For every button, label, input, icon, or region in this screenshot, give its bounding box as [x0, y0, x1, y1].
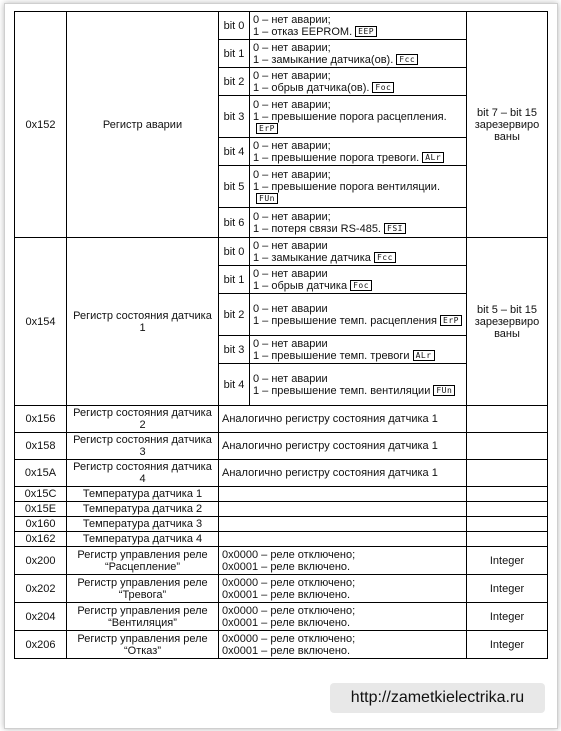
bit-description: 0 – нет аварии; 1 – превышение порога тревоги. ALr: [250, 138, 467, 166]
alarm-code: FSI: [384, 223, 406, 234]
register-name-cell: Температура датчика 3: [67, 517, 219, 532]
alarm-code: ALr: [413, 350, 435, 361]
empty-cell: [467, 406, 548, 433]
watermark-url: http://zametkielectrika.ru: [330, 683, 545, 713]
description-cell: Аналогично регистру состояния датчика 1: [219, 433, 467, 460]
address-cell: 0x200: [15, 547, 67, 575]
bit-cell: bit 0: [219, 238, 250, 266]
address-cell: 0x204: [15, 603, 67, 631]
type-cell: Integer: [467, 575, 548, 603]
register-name-cell: Температура датчика 4: [67, 532, 219, 547]
address-cell: 0x15A: [15, 460, 67, 487]
bit-cell: bit 5: [219, 166, 250, 208]
bit-description: 0 – нет аварии; 1 – превышение порога расцепления.ErP: [250, 96, 467, 138]
bit-description: 0 – нет аварии 1 – замыкание датчика Fcc: [250, 238, 467, 266]
bit-cell: bit 0: [219, 12, 250, 40]
bit-description: 0 – нет аварии 1 – превышение темп. расцепления ErP: [250, 294, 467, 336]
alarm-code: Foc: [350, 280, 372, 291]
bit-description: 0 – нет аварии; 1 – обрыв датчика(ов). Foc: [250, 68, 467, 96]
reserved-bits-cell: bit 7 – bit 15 зарезервиро ваны: [467, 12, 548, 238]
empty-cell: [467, 460, 548, 487]
empty-cell: [219, 502, 467, 517]
address-cell: 0x156: [15, 406, 67, 433]
register-name-cell: Температура датчика 2: [67, 502, 219, 517]
alarm-code: Fcc: [374, 252, 396, 263]
empty-cell: [219, 487, 467, 502]
alarm-code: EEP: [355, 26, 377, 37]
address-cell: 0x206: [15, 631, 67, 659]
bit-description: 0 – нет аварии; 1 – отказ EEPROM. EEP: [250, 12, 467, 40]
bit-cell: bit 1: [219, 266, 250, 294]
address-cell: 0x158: [15, 433, 67, 460]
address-cell: 0x15E: [15, 502, 67, 517]
description-cell: Аналогично регистру состояния датчика 1: [219, 406, 467, 433]
empty-cell: [467, 517, 548, 532]
register-name-cell: Регистр управления реле “Вентиляция”: [67, 603, 219, 631]
empty-cell: [467, 433, 548, 460]
empty-cell: [467, 502, 548, 517]
alarm-code: Fcc: [396, 54, 418, 65]
bit-cell: bit 2: [219, 68, 250, 96]
alarm-code: FUn: [433, 385, 455, 396]
address-cell: 0x160: [15, 517, 67, 532]
empty-cell: [219, 517, 467, 532]
type-cell: Integer: [467, 603, 548, 631]
register-name-cell: Регистр управления реле “Отказ”: [67, 631, 219, 659]
value-description: 0x0000 – реле отключено; 0x0001 – реле включено.: [219, 547, 467, 575]
bit-cell: bit 3: [219, 336, 250, 364]
reserved-bits-cell: bit 5 – bit 15 зарезервиро ваны: [467, 238, 548, 406]
bit-description: 0 – нет аварии 1 – превышение темп. тревоги ALr: [250, 336, 467, 364]
description-cell: Аналогично регистру состояния датчика 1: [219, 460, 467, 487]
bit-cell: bit 3: [219, 96, 250, 138]
address-cell: 0x15C: [15, 487, 67, 502]
alarm-code: FUn: [256, 193, 278, 204]
bit-cell: bit 4: [219, 364, 250, 406]
type-cell: Integer: [467, 631, 548, 659]
register-name-cell: Температура датчика 1: [67, 487, 219, 502]
bit-cell: bit 2: [219, 294, 250, 336]
register-name-cell: Регистр состояния датчика 1: [67, 238, 219, 406]
bit-description: 0 – нет аварии; 1 – замыкание датчика(ов). Fcc: [250, 40, 467, 68]
value-description: 0x0000 – реле отключено; 0x0001 – реле включено.: [219, 575, 467, 603]
type-cell: Integer: [467, 547, 548, 575]
address-cell: 0x202: [15, 575, 67, 603]
register-name-cell: Регистр состояния датчика 3: [67, 433, 219, 460]
bit-description: 0 – нет аварии 1 – превышение темп. вентиляции FUn: [250, 364, 467, 406]
value-description: 0x0000 – реле отключено; 0x0001 – реле включено.: [219, 631, 467, 659]
empty-cell: [467, 487, 548, 502]
address-cell: 0x162: [15, 532, 67, 547]
value-description: 0x0000 – реле отключено; 0x0001 – реле включено.: [219, 603, 467, 631]
register-name-cell: Регистр аварии: [67, 12, 219, 238]
alarm-code: ErP: [256, 123, 278, 134]
register-name-cell: Регистр управления реле “Расцепление”: [67, 547, 219, 575]
bit-cell: bit 6: [219, 208, 250, 238]
register-name-cell: Регистр состояния датчика 2: [67, 406, 219, 433]
empty-cell: [219, 532, 467, 547]
register-table: [14, 11, 548, 659]
alarm-code: Foc: [372, 82, 394, 93]
address-cell: 0x152: [15, 12, 67, 238]
address-cell: 0x154: [15, 238, 67, 406]
bit-description: 0 – нет аварии; 1 – превышение порога вентиляции.FUn: [250, 166, 467, 208]
bit-cell: bit 1: [219, 40, 250, 68]
register-name-cell: Регистр управления реле “Тревога”: [67, 575, 219, 603]
alarm-code: ErP: [440, 315, 462, 326]
bit-description: 0 – нет аварии; 1 – потеря связи RS-485. FSI: [250, 208, 467, 238]
bit-cell: bit 4: [219, 138, 250, 166]
register-name-cell: Регистр состояния датчика 4: [67, 460, 219, 487]
alarm-code: ALr: [422, 152, 444, 163]
empty-cell: [467, 532, 548, 547]
bit-description: 0 – нет аварии 1 – обрыв датчика Foc: [250, 266, 467, 294]
